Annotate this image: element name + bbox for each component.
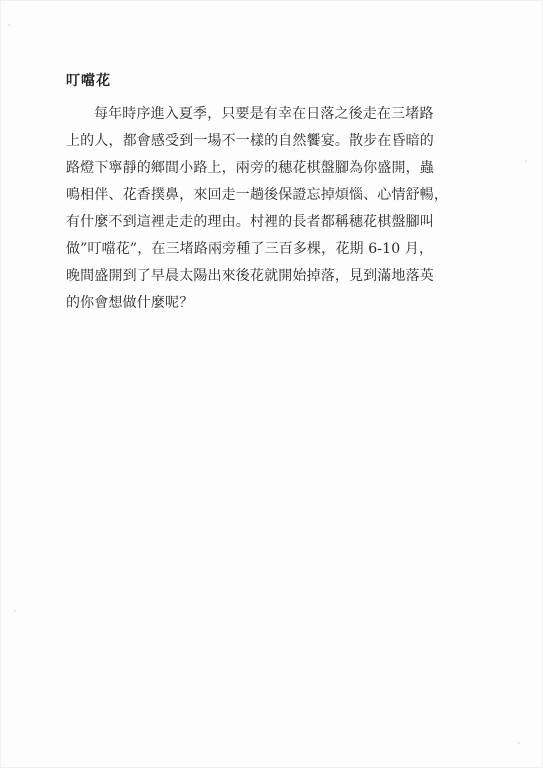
document-title: 叮噹花	[66, 73, 111, 89]
paragraph-line: 每年時序進入夏季，只要是有幸在日落之後走在三堵路	[94, 106, 434, 122]
scan-speck	[525, 160, 527, 162]
paragraph-line: 鳴相伴、花香撲鼻，來回走一趟後保證忘掉煩惱、心情舒暢，	[66, 187, 449, 203]
paragraph-line: 的你會想做什麼呢？	[66, 295, 194, 311]
paragraph-line: 路燈下寧靜的鄉間小路上，兩旁的穗花棋盤腳為你盛開，蟲	[66, 160, 434, 176]
document-paragraph	[66, 101, 474, 317]
paragraph-line: 晚間盛開到了早晨太陽出來後花就開始掉落，見到滿地落英	[66, 268, 434, 284]
paragraph-line: 有什麼不到這裡走走的理由。村裡的長者都稱穗花棋盤腳叫	[66, 214, 434, 230]
scan-speck	[14, 610, 16, 612]
paragraph-line: 做”叮噹花”，在三堵路兩旁種了三百多棵，花期 6-10 月，	[66, 241, 434, 257]
paragraph-line: 上的人，都會感受到一場不一樣的自然饗宴。散步在昏暗的	[66, 133, 434, 149]
scan-speck	[518, 742, 520, 744]
scan-speck	[8, 24, 10, 26]
